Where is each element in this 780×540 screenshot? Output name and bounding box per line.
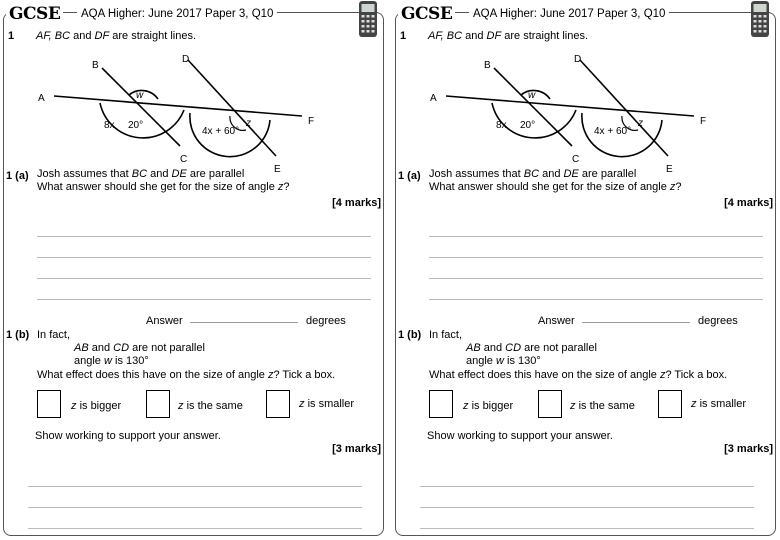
working-line	[420, 507, 754, 508]
option-smaller	[691, 398, 746, 410]
option-bigger-z: z	[463, 400, 469, 412]
stem-vars: AF, BC	[428, 30, 463, 42]
stem-vars: AF, BC	[36, 30, 71, 42]
working-line	[429, 257, 763, 258]
option-bigger	[463, 400, 513, 412]
part-a-line2-pre: What answer should she get for the size of angle	[429, 181, 667, 193]
working-line	[37, 257, 371, 258]
part-b-q-z: z	[267, 369, 274, 381]
part-b-line1-post: are not parallel	[132, 342, 205, 354]
angle-8x-label: 8x	[104, 120, 115, 131]
option-same-text: is the same	[186, 400, 243, 412]
part-a-bc: BC	[523, 168, 540, 180]
stem-and: and	[73, 30, 92, 42]
part-b-line2	[466, 355, 541, 367]
label-w: w	[136, 90, 144, 101]
part-b-line2-post: is 130°	[507, 355, 541, 367]
label-b: B	[484, 60, 491, 71]
part-b-w: w	[495, 355, 504, 367]
answer-label: Answer	[538, 315, 575, 327]
angle-diagram	[422, 50, 722, 180]
option-bigger-text: is bigger	[79, 400, 122, 412]
label-w: w	[528, 90, 536, 101]
option-smaller-text: is smaller	[699, 398, 747, 410]
part-b-line1	[74, 342, 205, 354]
answer-unit: degrees	[698, 315, 738, 327]
calculator-icon	[750, 0, 770, 38]
working-instruction: Show working to support your answer.	[427, 430, 613, 442]
part-b-w: w	[103, 355, 112, 367]
working-line	[28, 528, 362, 529]
part-a-number: 1 (a)	[6, 170, 29, 182]
label-z: z	[246, 118, 251, 129]
part-b-line2	[74, 355, 149, 367]
part-a-line2-post: ?	[675, 181, 682, 193]
working-instruction: Show working to support your answer.	[35, 430, 221, 442]
tick-box-bigger[interactable]	[429, 390, 453, 418]
angle-diagram	[30, 50, 330, 180]
tick-box-smaller[interactable]	[658, 390, 682, 418]
option-same-z: z	[178, 400, 184, 412]
label-e: E	[274, 164, 281, 175]
label-e: E	[666, 164, 673, 175]
arc-w	[129, 91, 158, 99]
label-a: A	[38, 93, 45, 104]
stem-vars-2: DF	[486, 30, 502, 42]
part-b-q-post: ? Tick a box.	[665, 369, 728, 381]
answer-line[interactable]	[582, 322, 690, 323]
tick-box-smaller[interactable]	[266, 390, 290, 418]
gcse-logo: GCSE	[398, 4, 455, 24]
part-b-question	[37, 369, 335, 381]
worksheet-title: AQA Higher: June 2017 Paper 3, Q10	[469, 8, 669, 20]
answer-line[interactable]	[190, 322, 298, 323]
part-b-angle: angle	[74, 355, 101, 367]
part-b-ab: AB	[466, 342, 481, 354]
part-b-cd: CD	[505, 342, 522, 354]
label-d: D	[182, 54, 190, 65]
label-a: A	[430, 93, 437, 104]
question-number: 1	[400, 30, 407, 42]
working-line	[420, 528, 754, 529]
answer-unit: degrees	[306, 315, 346, 327]
tick-box-same[interactable]	[538, 390, 562, 418]
option-smaller-text: is smaller	[307, 398, 355, 410]
option-same-z: z	[570, 400, 576, 412]
tick-box-bigger[interactable]	[37, 390, 61, 418]
part-a-line1	[37, 168, 244, 180]
part-b-line2-post: is 130°	[115, 355, 149, 367]
part-a-de: DE	[563, 168, 579, 180]
angle-4x60-label: 4x + 60°	[594, 126, 632, 137]
stem-and: and	[465, 30, 484, 42]
part-b-q-pre: What effect does this have on the size of angle	[37, 369, 265, 381]
part-b-marks: [3 marks]	[724, 443, 773, 455]
part-a-number: 1 (a)	[398, 170, 421, 182]
line-bc	[494, 68, 572, 146]
option-bigger-z: z	[71, 400, 77, 412]
worksheet-title: AQA Higher: June 2017 Paper 3, Q10	[77, 8, 277, 20]
part-b-number: 1 (b)	[398, 329, 422, 341]
part-a-and: and	[150, 168, 169, 180]
part-b-q-pre: What effect does this have on the size of angle	[429, 369, 657, 381]
part-b-angle: angle	[466, 355, 493, 367]
part-b-marks: [3 marks]	[332, 443, 381, 455]
option-same-text: is the same	[578, 400, 635, 412]
working-line	[28, 507, 362, 508]
worksheet-panel	[392, 0, 780, 540]
option-same	[570, 400, 635, 412]
label-f: F	[700, 116, 707, 127]
working-line	[429, 299, 763, 300]
part-a-line1-pre: Josh assumes that	[429, 168, 521, 180]
part-a-line1-pre: Josh assumes that	[37, 168, 129, 180]
part-b-line1	[466, 342, 597, 354]
part-a-line1-post: are parallel	[189, 168, 245, 180]
part-a-line1	[429, 168, 636, 180]
working-line	[28, 486, 362, 487]
angle-20-label: 20°	[520, 120, 536, 131]
part-a-line2-pre: What answer should she get for the size of angle	[37, 181, 275, 193]
label-c: C	[180, 154, 188, 165]
part-a-and: and	[542, 168, 561, 180]
working-line	[429, 278, 763, 279]
option-bigger-text: is bigger	[471, 400, 514, 412]
line-bc	[102, 68, 180, 146]
part-a-line2	[37, 181, 290, 193]
part-b-number: 1 (b)	[6, 329, 30, 341]
option-bigger	[71, 400, 121, 412]
label-d: D	[574, 54, 582, 65]
stem-rest: are straight lines.	[112, 30, 197, 42]
part-a-de: DE	[171, 168, 187, 180]
part-b-q-z: z	[659, 369, 666, 381]
gcse-logo: GCSE	[6, 4, 63, 24]
working-line	[429, 236, 763, 237]
option-smaller-z: z	[691, 398, 697, 410]
part-b-infact: In fact,	[37, 329, 71, 341]
part-b-and: and	[483, 342, 503, 354]
angle-20-label: 20°	[128, 120, 144, 131]
part-a-marks: [4 marks]	[332, 197, 381, 209]
stem-rest: are straight lines.	[504, 30, 589, 42]
question-stem	[428, 30, 588, 42]
part-b-q-post: ? Tick a box.	[273, 369, 336, 381]
option-smaller-z: z	[299, 398, 305, 410]
working-line	[420, 486, 754, 487]
label-c: C	[572, 154, 580, 165]
part-a-line1-post: are parallel	[581, 168, 637, 180]
part-a-marks: [4 marks]	[724, 197, 773, 209]
option-same	[178, 400, 243, 412]
arc-w	[521, 91, 550, 99]
question-stem	[36, 30, 196, 42]
label-f: F	[308, 116, 315, 127]
tick-box-same[interactable]	[146, 390, 170, 418]
working-line	[37, 299, 371, 300]
stem-vars-2: DF	[94, 30, 110, 42]
part-a-line2-post: ?	[283, 181, 290, 193]
label-z: z	[638, 118, 643, 129]
part-b-infact: In fact,	[429, 329, 463, 341]
label-b: B	[92, 60, 99, 71]
part-b-cd: CD	[113, 342, 130, 354]
option-smaller	[299, 398, 354, 410]
part-a-line2	[429, 181, 682, 193]
angle-8x-label: 8x	[496, 120, 507, 131]
part-a-bc: BC	[131, 168, 148, 180]
part-b-ab: AB	[74, 342, 89, 354]
question-number: 1	[8, 30, 15, 42]
answer-label: Answer	[146, 315, 183, 327]
part-b-line1-post: are not parallel	[524, 342, 597, 354]
part-a-z: z	[669, 181, 676, 193]
line-af	[446, 96, 694, 116]
working-line	[37, 236, 371, 237]
working-line	[37, 278, 371, 279]
part-a-z: z	[277, 181, 284, 193]
calculator-icon	[358, 0, 378, 38]
part-b-question	[429, 369, 727, 381]
part-b-and: and	[91, 342, 111, 354]
line-af	[54, 96, 302, 116]
angle-4x60-label: 4x + 60°	[202, 126, 240, 137]
